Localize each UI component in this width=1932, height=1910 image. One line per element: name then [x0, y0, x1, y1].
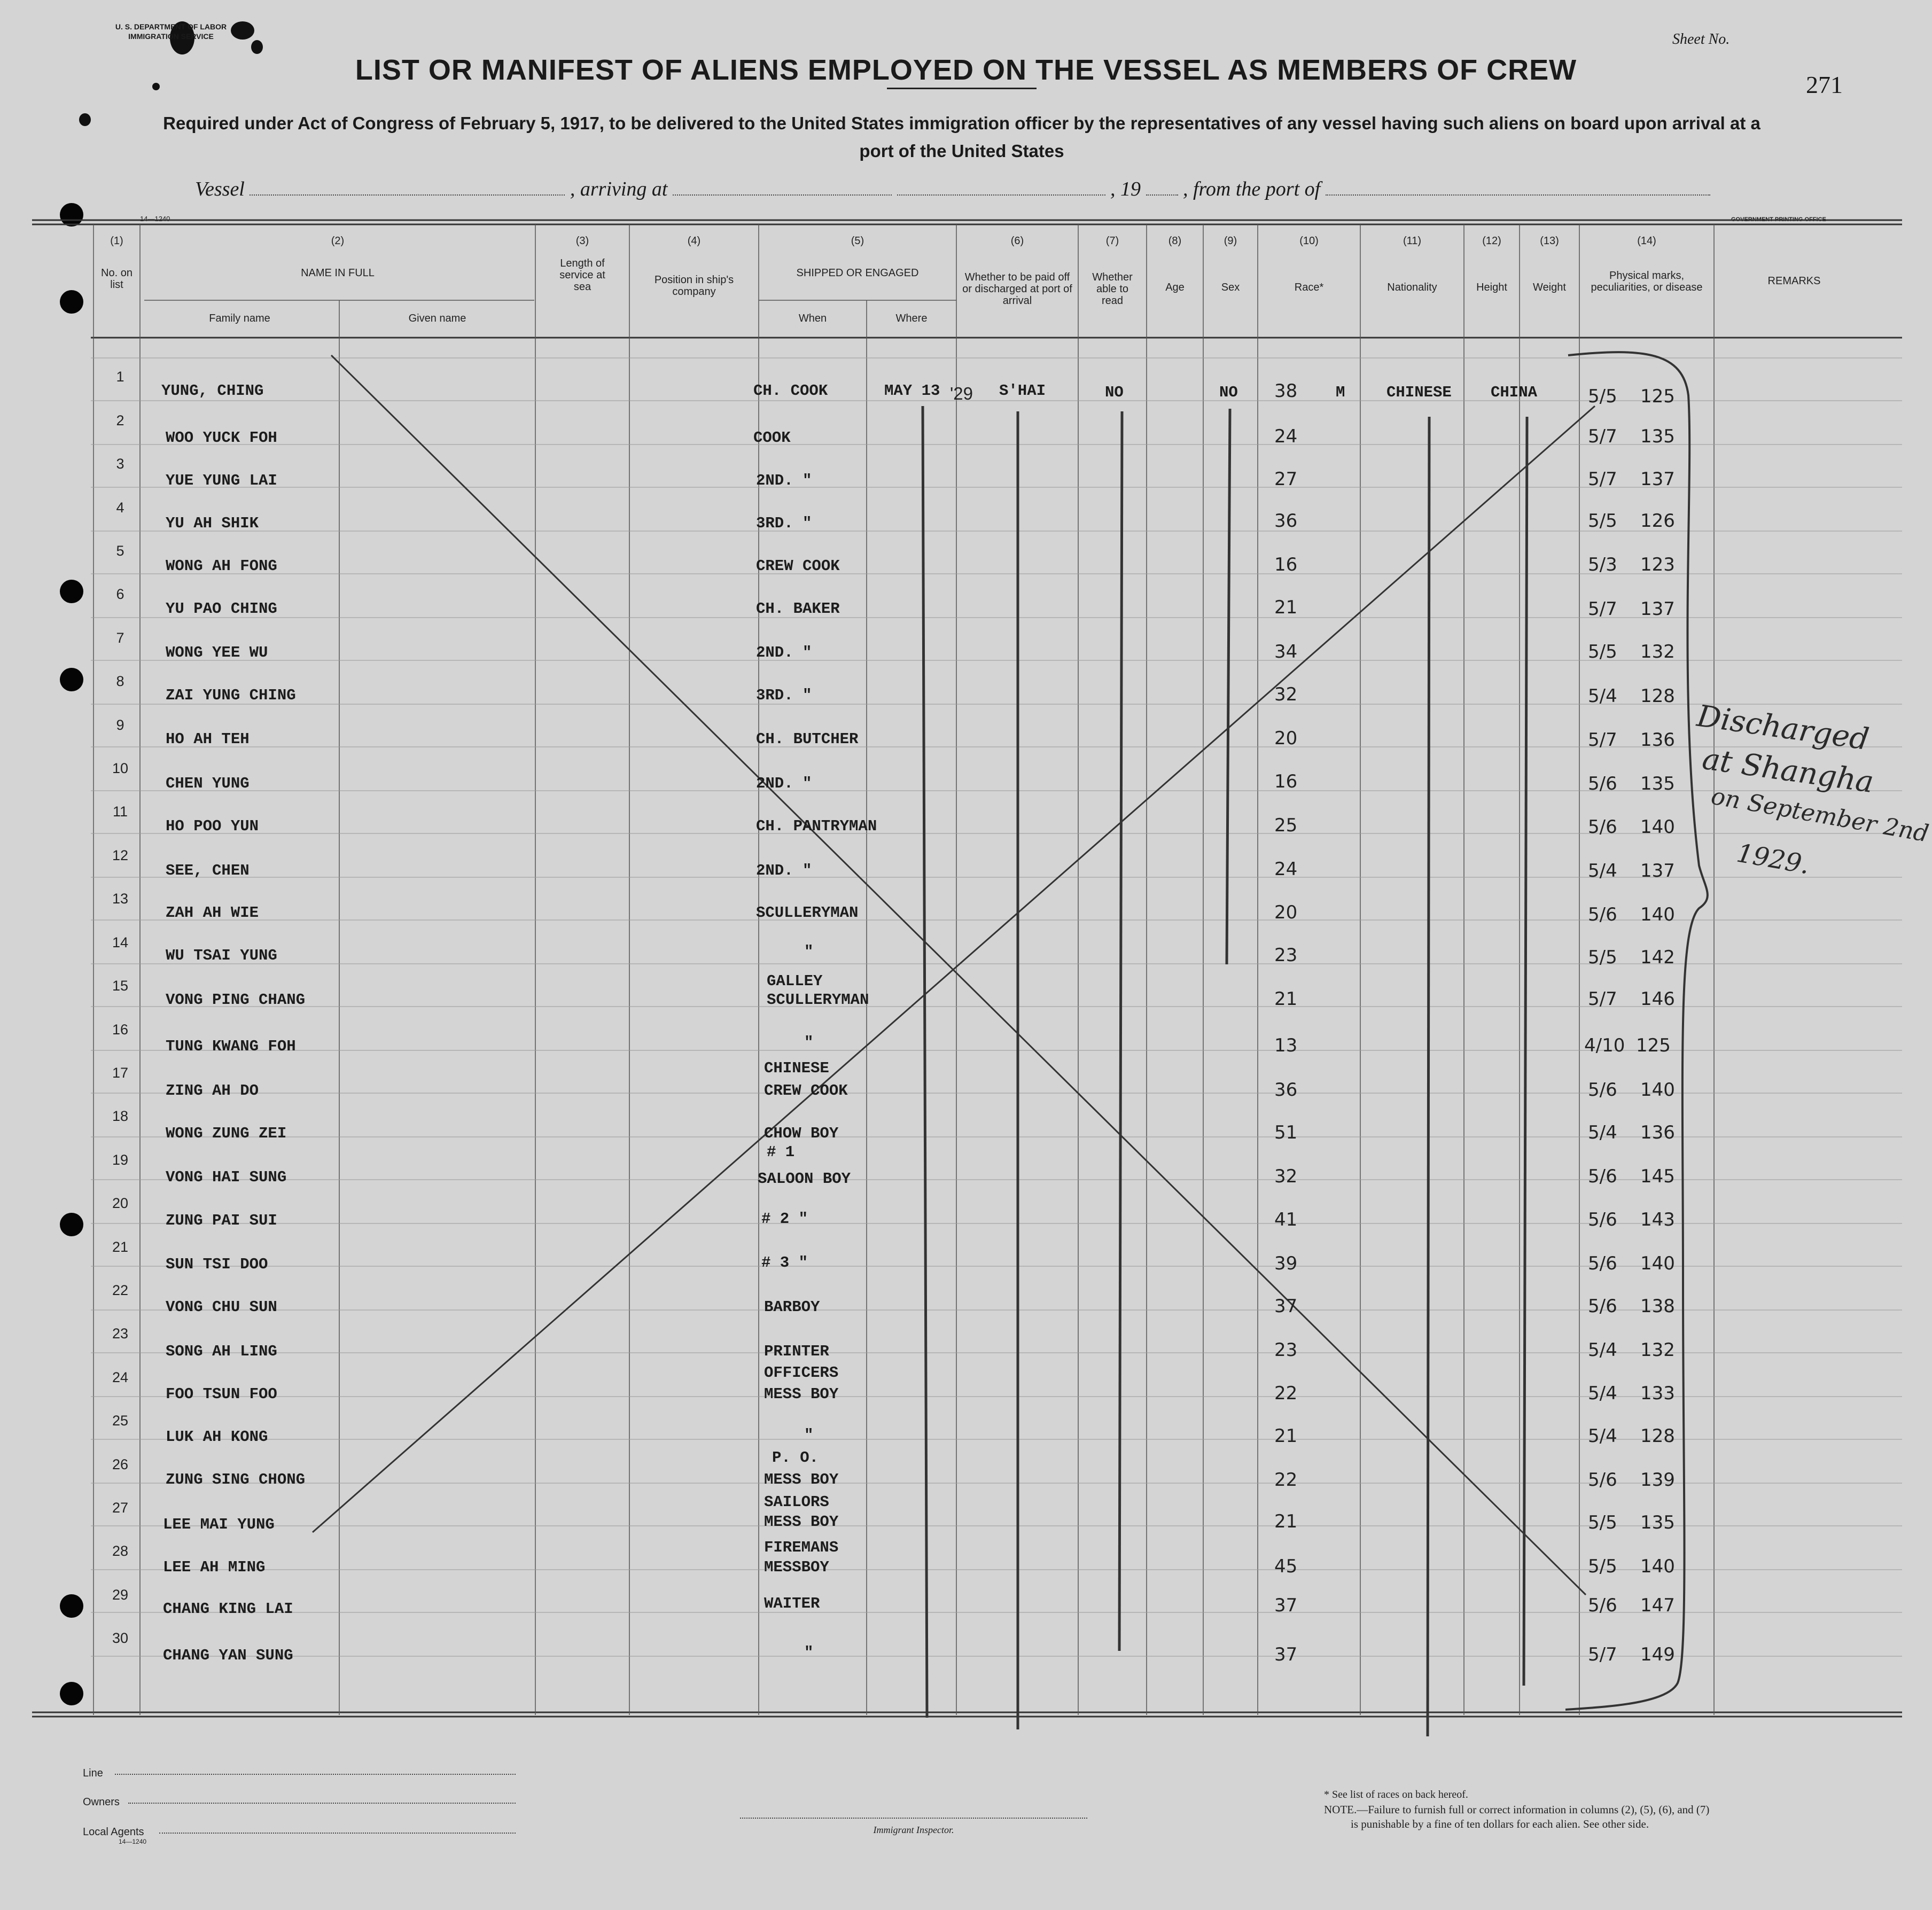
crew-age: 37	[1274, 1595, 1298, 1616]
crew-age: 36	[1274, 1079, 1298, 1101]
crew-height: 5/5	[1588, 510, 1617, 532]
crew-weight: 136	[1640, 729, 1675, 751]
sheet-label: Sheet No.	[1672, 31, 1730, 48]
crew-name: VONG HAI SUNG	[166, 1168, 287, 1186]
crew-position: 2ND. "	[756, 472, 812, 489]
crew-height: 5/7	[1588, 988, 1617, 1010]
crew-height: 5/4	[1588, 860, 1617, 882]
row-number: 14	[112, 934, 129, 950]
crew-age: 22	[1274, 1383, 1298, 1404]
crew-position: CHINESE	[764, 1059, 829, 1077]
crew-weight: 140	[1640, 1253, 1675, 1274]
agents-label: Local Agents	[83, 1826, 144, 1838]
remarks-bracket	[1565, 352, 1708, 1710]
crew-height: 5/6	[1588, 904, 1617, 925]
crew-weight: 128	[1640, 1425, 1675, 1447]
crew-weight: 146	[1640, 988, 1675, 1010]
col-number: (12)	[1482, 235, 1501, 247]
col-number: (3)	[575, 235, 589, 247]
crew-position: SCULLERYMAN	[756, 904, 859, 922]
page-title: LIST OR MANIFEST OF ALIENS EMPLOYED ON THE VESSEL AS MEMBERS OF CREW	[355, 54, 1577, 86]
crew-height: 5/6	[1588, 773, 1617, 794]
inspector-label: Immigrant Inspector.	[873, 1825, 954, 1835]
owners-field	[128, 1803, 516, 1804]
crew-weight: 137	[1640, 598, 1675, 620]
crew-weight: 147	[1640, 1595, 1675, 1616]
sheet-number: 271	[1806, 71, 1843, 98]
crew-age: 21	[1274, 1425, 1298, 1447]
header-physical-marks: Physical marks, peculiarities, or disease	[1591, 270, 1703, 293]
col-number: (7)	[1105, 235, 1119, 247]
crew-age: 41	[1274, 1209, 1298, 1230]
year-label: , 19	[1110, 178, 1141, 200]
row-number: 25	[112, 1413, 129, 1429]
crew-weight: 128	[1640, 685, 1675, 707]
row-number: 19	[112, 1152, 129, 1168]
crew-height: 5/4	[1588, 1383, 1617, 1404]
header-race: Race*	[1294, 282, 1324, 293]
crew-height: 5/7	[1588, 729, 1617, 751]
remark-line-3: on September 2nd	[1709, 782, 1931, 848]
crew-name: SEE, CHEN	[166, 862, 250, 879]
row-number: 10	[112, 760, 129, 776]
col-number: (4)	[687, 235, 701, 247]
crew-age: 21	[1274, 988, 1298, 1010]
crew-age: 34	[1274, 641, 1298, 662]
crew-position: SAILORS	[764, 1493, 829, 1511]
crew-height: 5/3	[1588, 554, 1617, 575]
col-number: (2)	[331, 235, 345, 247]
crew-name: ZUNG SING CHONG	[166, 1471, 306, 1488]
row-number: 28	[112, 1543, 129, 1559]
crew-height: 5/6	[1588, 1253, 1617, 1274]
crew-height: 4/10	[1584, 1035, 1625, 1056]
header-paid-off: Whether to be paid off or discharged at port of arrival	[962, 271, 1072, 307]
header-name-in-full: NAME IN FULL	[301, 267, 375, 279]
sex: M	[1336, 384, 1345, 401]
row-number: 6	[116, 586, 124, 602]
crew-weight: 132	[1640, 1339, 1675, 1361]
crew-age: 24	[1274, 426, 1298, 447]
header-length-service: Length of service at sea	[559, 258, 605, 293]
crew-weight: 136	[1640, 1122, 1675, 1143]
row-number: 18	[112, 1108, 129, 1124]
crew-height: 5/7	[1588, 1644, 1617, 1665]
crew-position-line2: # 1	[767, 1143, 795, 1161]
header-when: When	[798, 313, 827, 324]
header-weight: Weight	[1533, 282, 1566, 293]
crew-age: 37	[1274, 1644, 1298, 1665]
header-sex: Sex	[1221, 282, 1240, 293]
crew-height: 5/6	[1588, 1209, 1617, 1230]
row-number: 15	[112, 978, 129, 994]
remark-line-1: Discharged	[1695, 698, 1871, 758]
crew-name: FOO TSUN FOO	[166, 1385, 277, 1403]
crew-age: 39	[1274, 1253, 1298, 1274]
line-field	[115, 1774, 516, 1775]
crew-age: 16	[1274, 554, 1298, 575]
crew-weight: 137	[1640, 469, 1675, 490]
row-number: 30	[112, 1630, 129, 1646]
from-label: , from the port of	[1183, 178, 1321, 200]
row-number: 22	[112, 1282, 129, 1298]
crew-name: ZAI YUNG CHING	[166, 687, 296, 704]
crew-age: 20	[1274, 902, 1298, 923]
printing-office: GOVERNMENT PRINTING OFFICE	[1731, 216, 1826, 223]
crew-position: CH. COOK	[753, 382, 828, 400]
crew-name: YU PAO CHING	[166, 600, 277, 618]
crew-name: WONG AH FONG	[166, 557, 277, 575]
crew-name: SONG AH LING	[166, 1343, 277, 1360]
penalty-note-1: NOTE.—Failure to furnish full or correct information in columns (2), (5), (6), and (7)	[1324, 1803, 1710, 1816]
crew-weight: 138	[1640, 1296, 1675, 1317]
crew-height: 5/6	[1588, 1296, 1617, 1317]
crew-weight: 135	[1640, 773, 1675, 794]
row-number: 8	[116, 673, 124, 689]
crew-position: WAITER	[764, 1595, 820, 1612]
header-given-name: Given name	[408, 313, 466, 324]
owners-label: Owners	[83, 1796, 120, 1808]
crew-age: 51	[1274, 1122, 1298, 1143]
crew-weight: 142	[1640, 947, 1675, 968]
row-number: 23	[112, 1326, 129, 1342]
crew-position: FIREMANS	[764, 1539, 839, 1556]
crew-name: WONG ZUNG ZEI	[166, 1125, 287, 1142]
row-number: 26	[112, 1456, 129, 1472]
crew-name: CHEN YUNG	[166, 775, 250, 792]
header-shipped-engaged: SHIPPED OR ENGAGED	[796, 267, 919, 279]
arriving-label: , arriving at	[570, 178, 668, 200]
crew-position-line2: MESS BOY	[764, 1385, 839, 1403]
inspector-signature-line	[740, 1818, 1087, 1819]
crew-age: 24	[1274, 859, 1298, 880]
crew-position: P. O.	[772, 1449, 819, 1467]
subtitle-line-1: Required under Act of Congress of February 5, 1917, to be delivered to the United States immigration officer by the representatives of any vessel having such aliens on board upon arrival at a	[163, 113, 1760, 133]
crew-weight: 135	[1640, 1512, 1675, 1533]
header-height: Height	[1476, 282, 1507, 293]
col-number: (5)	[851, 235, 864, 247]
shipped-where: S'HAI	[999, 382, 1046, 400]
crew-position: PRINTER	[764, 1343, 829, 1360]
crew-age: 27	[1274, 469, 1298, 490]
crew-name: VONG CHU SUN	[166, 1298, 277, 1316]
crew-position-line2: CREW COOK	[764, 1082, 848, 1100]
remark-line-2: at Shangha	[1700, 741, 1876, 800]
crew-position: # 3 "	[761, 1254, 808, 1272]
crew-name: ZING AH DO	[166, 1082, 259, 1100]
row-number: 12	[112, 847, 129, 863]
crew-position: 3RD. "	[756, 687, 812, 704]
crew-height: 5/5	[1588, 947, 1617, 968]
crew-name: CHANG YAN SUNG	[163, 1647, 293, 1664]
row-number: 29	[112, 1587, 129, 1603]
subtitle-line-2: port of the United States	[859, 141, 1064, 161]
crew-name: YU AH SHIK	[166, 514, 259, 532]
crew-position-line2: SCULLERYMAN	[767, 991, 869, 1009]
crew-name: WU TSAI YUNG	[166, 947, 277, 964]
crew-position: CH. BUTCHER	[756, 730, 859, 748]
header-family-name: Family name	[209, 313, 270, 324]
paid-off: NO	[1105, 384, 1124, 401]
crew-position: CHOW BOY	[764, 1125, 839, 1142]
crew-height: 5/4	[1588, 1339, 1617, 1361]
header-no-on-list: No. on list	[101, 267, 133, 291]
vessel-label: Vessel	[195, 178, 245, 200]
crew-position: 2ND. "	[756, 862, 812, 879]
penalty-note-2: is punishable by a fine of ten dollars for each alien. See other side.	[1351, 1818, 1649, 1830]
crew-weight: 133	[1640, 1383, 1675, 1404]
crew-age: 13	[1274, 1035, 1298, 1056]
row-number: 4	[116, 500, 124, 516]
crew-position-line2: MESS BOY	[764, 1471, 839, 1488]
crew-height: 5/5	[1588, 1512, 1617, 1533]
crew-height: 5/6	[1588, 1166, 1617, 1187]
crew-name: LEE AH MING	[163, 1558, 266, 1576]
crew-name: HO POO YUN	[166, 817, 259, 835]
crew-weight: 140	[1640, 1079, 1675, 1101]
row-number: 3	[116, 456, 124, 472]
crew-position: CH. PANTRYMAN	[756, 817, 877, 835]
crew-height: 5/5	[1588, 1556, 1617, 1577]
line-label: Line	[83, 1767, 103, 1779]
crew-position: "	[804, 943, 814, 961]
crew-position: BARBOY	[764, 1298, 820, 1316]
col-number: (8)	[1168, 235, 1182, 247]
crew-name: LUK AH KONG	[166, 1428, 268, 1446]
header-age: Age	[1165, 282, 1185, 293]
crew-position: COOK	[753, 429, 791, 447]
crew-name: YUNG, CHING	[161, 382, 264, 400]
crew-weight: 140	[1640, 904, 1675, 925]
crew-position: 2ND. "	[756, 644, 812, 661]
crew-position: "	[804, 1426, 814, 1444]
crew-height: 5/4	[1588, 1425, 1617, 1447]
crew-height: 5/6	[1588, 1469, 1617, 1491]
service-label: IMMIGRATION SERVICE	[128, 32, 214, 41]
crew-position-line2: MESSBOY	[764, 1558, 829, 1576]
row-number: 20	[112, 1195, 129, 1211]
row-number: 1	[116, 369, 124, 385]
crew-height: 5/6	[1588, 1595, 1617, 1616]
crew-age: 32	[1274, 684, 1298, 705]
crew-weight: 125	[1640, 386, 1675, 407]
crew-height: 5/4	[1588, 1122, 1617, 1143]
crew-position: # 2 "	[761, 1210, 808, 1228]
crew-name: CHANG KING LAI	[163, 1600, 293, 1618]
crew-weight: 143	[1640, 1209, 1675, 1230]
crew-name: YUE YUNG LAI	[166, 472, 277, 489]
header-where: Where	[895, 313, 928, 324]
row-number: 21	[112, 1239, 129, 1255]
crew-age: 23	[1274, 1339, 1298, 1361]
crew-position: GALLEY	[767, 972, 823, 990]
remark-line-4: 1929.	[1734, 838, 1812, 880]
race: CHINESE	[1386, 384, 1452, 401]
row-number: 16	[112, 1022, 129, 1038]
crew-weight: 140	[1640, 816, 1675, 838]
col-number: (14)	[1637, 235, 1656, 247]
row-number: 11	[112, 804, 128, 820]
races-note: * See list of races on back hereof.	[1324, 1789, 1468, 1800]
crew-age: 36	[1274, 510, 1298, 532]
col-number: (1)	[110, 235, 123, 247]
crew-name: VONG PING CHANG	[166, 991, 306, 1009]
crew-weight: 149	[1640, 1644, 1675, 1665]
dept-label: U. S. DEPARTMENT OF LABOR	[115, 22, 227, 31]
footer-form-number: 14—1240	[119, 1838, 147, 1845]
crew-name: LEE MAI YUNG	[163, 1516, 275, 1533]
crew-name: ZAH AH WIE	[166, 904, 259, 922]
row-number: 9	[116, 717, 124, 733]
crew-position: 2ND. "	[756, 775, 812, 792]
row-number: 13	[112, 891, 129, 907]
header-able-read: Whether able to read	[1092, 271, 1133, 307]
crew-age: 20	[1274, 728, 1298, 749]
form-number: 14—1240	[140, 215, 170, 223]
crew-age: 23	[1274, 945, 1298, 966]
crew-position: CREW COOK	[756, 557, 840, 575]
crew-weight: 132	[1640, 641, 1675, 662]
col-number: (10)	[1299, 235, 1319, 247]
able-read: NO	[1219, 384, 1238, 401]
crew-name: HO AH TEH	[166, 730, 250, 748]
header-position: Position in ship's company	[654, 274, 734, 298]
crew-weight: 126	[1640, 510, 1675, 532]
col-number: (6)	[1010, 235, 1024, 247]
crew-height: 5/7	[1588, 426, 1617, 447]
crew-name: ZUNG PAI SUI	[166, 1212, 277, 1229]
crew-age: 21	[1274, 597, 1298, 618]
crew-age: 38	[1274, 380, 1298, 402]
crew-position: "	[804, 1034, 814, 1051]
crew-height: 5/6	[1588, 816, 1617, 838]
col-number: (11)	[1403, 235, 1422, 247]
header-nationality: Nationality	[1387, 282, 1437, 293]
crew-height: 5/5	[1588, 641, 1617, 662]
crew-weight: 135	[1640, 426, 1675, 447]
row-number: 2	[116, 412, 124, 428]
crew-position: CH. BAKER	[756, 600, 840, 618]
nationality: CHINA	[1491, 384, 1538, 401]
crew-weight: 139	[1640, 1469, 1675, 1491]
crew-age: 22	[1274, 1469, 1298, 1491]
crew-name: SUN TSI DOO	[166, 1256, 268, 1273]
crew-weight: 145	[1640, 1166, 1675, 1187]
crew-age: 25	[1274, 815, 1298, 836]
crew-position-line2: MESS BOY	[764, 1513, 839, 1531]
crew-age: 32	[1274, 1166, 1298, 1187]
crew-age: 21	[1274, 1511, 1298, 1532]
crew-height: 5/4	[1588, 685, 1617, 707]
crew-weight: 140	[1640, 1556, 1675, 1577]
crew-height: 5/7	[1588, 598, 1617, 620]
row-number: 27	[112, 1500, 129, 1516]
row-number: 7	[116, 630, 124, 646]
crew-height: 5/5	[1588, 386, 1617, 407]
header-remarks: REMARKS	[1767, 275, 1821, 287]
crew-age: 16	[1274, 771, 1298, 792]
crew-name: WOO YUCK FOH	[166, 429, 277, 447]
row-number: 17	[112, 1065, 129, 1081]
crew-position: "	[804, 1644, 814, 1662]
crew-position: OFFICERS	[764, 1364, 839, 1382]
shipped-when: MAY 13	[884, 382, 940, 400]
col-number: (9)	[1224, 235, 1237, 247]
agents-field	[159, 1833, 516, 1834]
row-number: 24	[112, 1369, 129, 1385]
col-number: (13)	[1540, 235, 1559, 247]
crew-age: 45	[1274, 1556, 1298, 1577]
row-number: 5	[116, 543, 124, 559]
crew-position: 3RD. "	[756, 514, 812, 532]
crew-weight: 123	[1640, 554, 1675, 575]
crew-name: WONG YEE WU	[166, 644, 268, 661]
crew-age: 37	[1274, 1296, 1298, 1317]
crew-height: 5/7	[1588, 469, 1617, 490]
crew-position: SALOON BOY	[758, 1170, 851, 1188]
crew-name: TUNG KWANG FOH	[166, 1038, 296, 1055]
crew-weight: 125	[1636, 1035, 1671, 1056]
shipped-year: '29	[950, 384, 973, 403]
crew-height: 5/6	[1588, 1079, 1617, 1101]
crew-weight: 137	[1640, 860, 1675, 882]
